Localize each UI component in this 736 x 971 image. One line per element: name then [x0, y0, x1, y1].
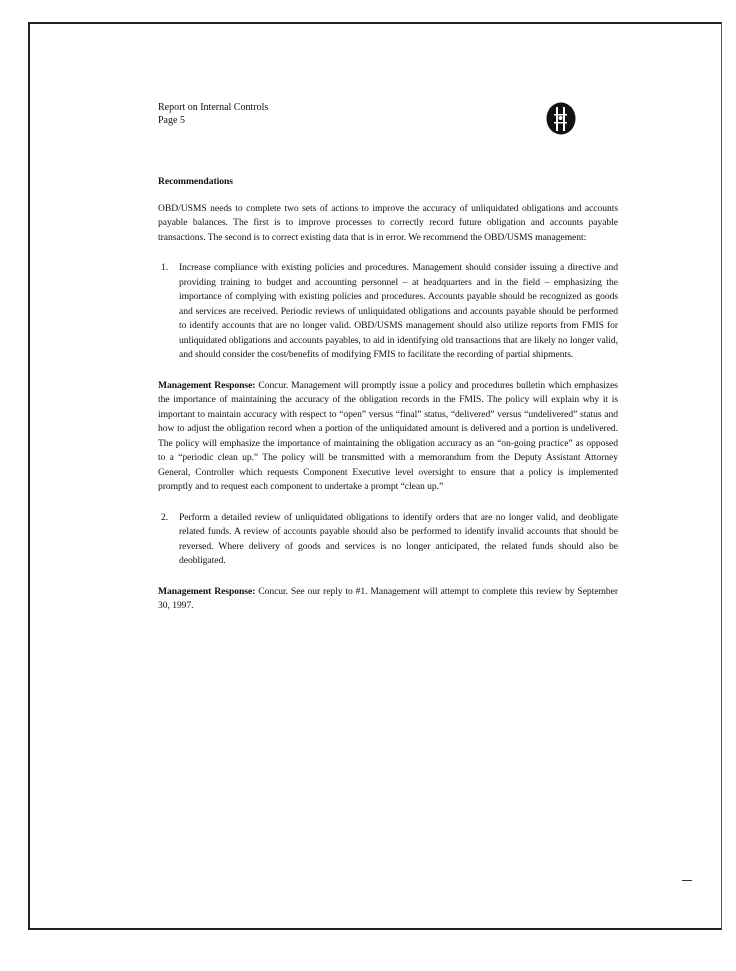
intro-paragraph: OBD/USMS needs to complete two sets of actions to improve the accuracy of unliquidated obligations and accounts payable balances. The first is to improve processes to correctly record future obligation and accounts payable transactions. The second is to correct existing data that is in error. We recommend the OBD/USMS management:	[158, 202, 618, 243]
scan-mark	[682, 880, 692, 881]
response-label: Management Response:	[158, 585, 256, 597]
item-number: 1.	[161, 262, 169, 273]
response-text: Concur. Management will promptly issue a policy and procedures bulletin which emphasizes the importance of maintaining the accuracy of the obligation records in the FMIS. The policy will explain why it is important to maintain accuracy with respect to “open” versus “final” status, “delivered” versus “undelivered” status and how to adjust the obligation record when a portion of the unliquidated amount is delivered and a portion is undelivered. The policy will emphasize the importance of maintaining the obligation accuracy as an “on-going practice” as opposed to a “periodic clean up.” The policy will be transmitted with a memorandum from the Deputy Assistant Attorney General, Controller which requests Component Executive level oversight to ensure that a policy is implemented promptly and to request each component to undertake a prompt “clean up.”	[158, 379, 618, 492]
item-text: Increase compliance with existing policies and procedures. Management should consider issuing a directive and providing training to budget and accounting personnel – at headquarters and in the field – emphasizing the importance of complying with existing policies and procedures. Accounts payable should be recognized as goods and services are received. Periodic reviews of unliquidated obligations and accounts payable should be performed to identify accounts that are no longer valid. OBD/USMS management should also utilize reports from FMIS for unliquidated obligations and accounts payables, to aid in identifying old transactions that are likely no longer valid, and should consider the cost/benefits of modifying FMIS to facilitate the recording of partial shipments.	[179, 262, 618, 360]
document-body	[158, 175, 618, 630]
page-number: Page 5	[158, 115, 185, 126]
response-label: Management Response:	[158, 379, 256, 391]
response-text: Concur. See our reply to #1. Management will attempt to complete this review by September 30, 1997.	[158, 585, 618, 611]
report-title: Report on Internal Controls	[158, 102, 269, 113]
section-heading: Recommendations	[158, 176, 233, 187]
management-response-2	[158, 585, 618, 614]
recommendation-item-2	[158, 511, 618, 569]
department-seal-icon	[546, 102, 576, 135]
recommendation-item-1	[158, 261, 618, 363]
item-text: Perform a detailed review of unliquidated obligations to identify orders that are no longer valid, and deobligate related funds. A review of accounts payable should also be performed to identify invalid accounts that should be reversed. Where delivery of goods and services is no longer anticipated, the related funds should also be deobligated.	[179, 511, 618, 566]
report-header	[158, 101, 268, 127]
management-response-1	[158, 379, 618, 495]
item-number: 2.	[161, 511, 169, 523]
